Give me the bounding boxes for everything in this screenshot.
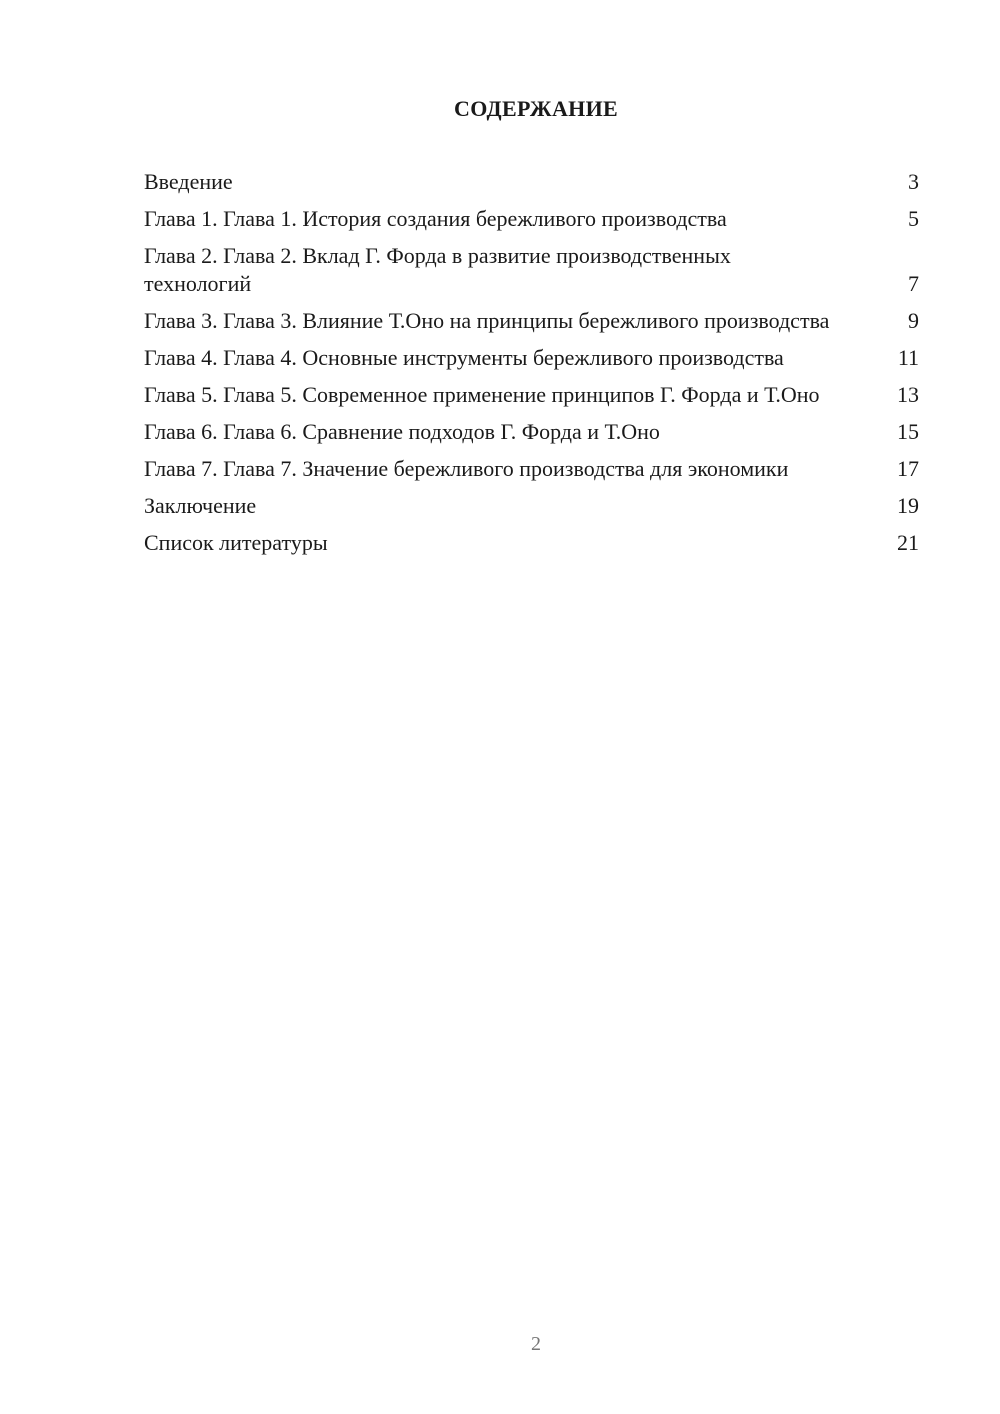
toc-entry-title: Глава 7. Глава 7. Значение бережливого производства для экономики <box>144 456 789 481</box>
toc-entry-title: Заключение <box>144 493 257 518</box>
toc-entry-title: Глава 3. Глава 3. Влияние Т.Оно на принципы бережливого производства <box>144 308 830 333</box>
toc-entry-page-number: 15 <box>897 419 919 444</box>
toc-entry-chapter-4 <box>144 344 919 372</box>
toc-entry-title: Глава 5. Глава 5. Современное применение принципов Г. Форда и Т.Оно <box>144 382 820 407</box>
toc-entry-title: Введение <box>144 169 233 194</box>
toc-entry-page-number: 11 <box>897 345 919 370</box>
toc-entry-page-number: 21 <box>897 530 919 555</box>
toc-entry-chapter-2 <box>144 242 919 298</box>
toc-entry-page-number: 3 <box>908 169 919 194</box>
toc-entry-title: Глава 4. Глава 4. Основные инструменты бережливого производства <box>144 345 784 370</box>
toc-entry-page-number: 17 <box>897 456 919 481</box>
toc-entry-page-number: 13 <box>897 382 919 407</box>
toc-entry-chapter-1 <box>144 205 919 233</box>
toc-entry-page-number: 19 <box>897 493 919 518</box>
toc-entry-chapter-5 <box>144 381 919 409</box>
toc-entry-title: Глава 6. Глава 6. Сравнение подходов Г. Форда и Т.Оно <box>144 419 660 444</box>
toc-entry-title: Глава 2. Глава 2. Вклад Г. Форда в развитие производственных технологий <box>144 243 731 296</box>
toc-entry-bibliography <box>144 529 919 557</box>
toc-entry-title: Список литературы <box>144 530 328 555</box>
toc-entry-conclusion <box>144 492 919 520</box>
toc-entry-chapter-6 <box>144 418 919 446</box>
toc-entry-chapter-3 <box>144 307 919 335</box>
toc-entry-introduction <box>144 168 919 196</box>
toc-entry-page-number: 9 <box>908 308 919 333</box>
toc-entry-title: Глава 1. Глава 1. История создания бережливого производства <box>144 206 727 231</box>
table-of-contents <box>144 168 919 566</box>
toc-entry-page-number: 7 <box>908 271 919 296</box>
toc-entry-page-number: 5 <box>908 206 919 231</box>
page-footer-number: 2 <box>531 1333 541 1355</box>
toc-entry-chapter-7 <box>144 455 919 483</box>
toc-heading: СОДЕРЖАНИЕ <box>454 96 618 121</box>
